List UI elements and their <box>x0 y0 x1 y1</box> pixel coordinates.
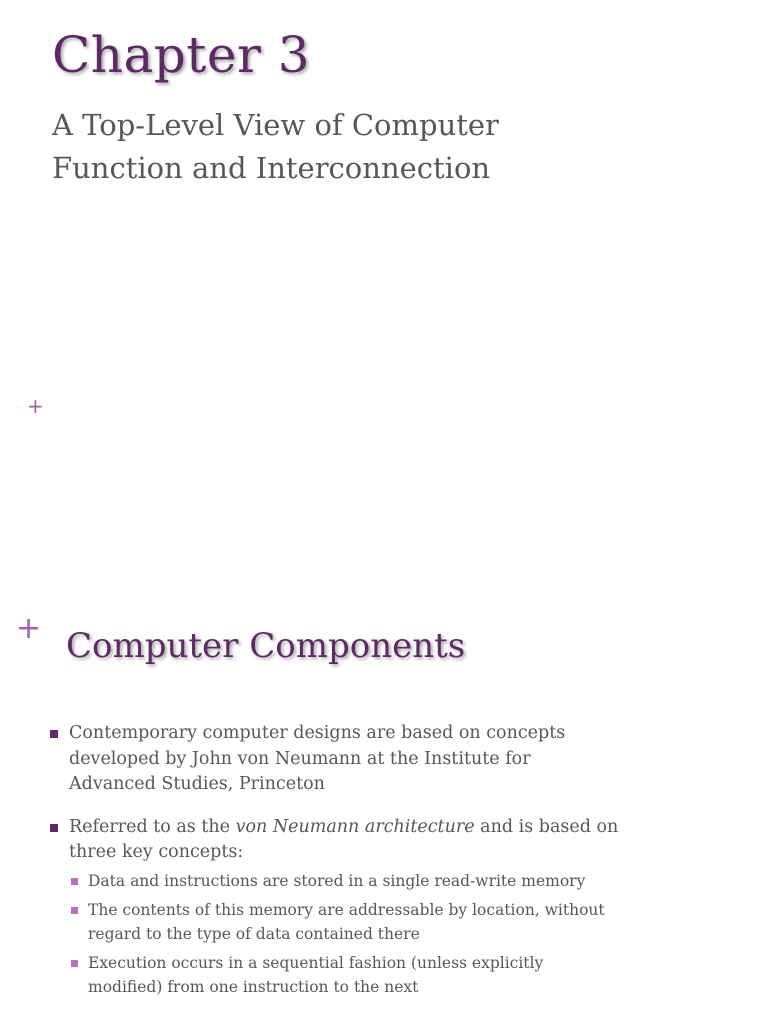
sub-bullet-text: The contents of this memory are addressable by location, without <box>88 900 605 919</box>
sub-bullet-item <box>69 869 690 893</box>
bullet-item <box>50 815 690 999</box>
subtitle-line-2: Function and Interconnection <box>52 151 491 185</box>
slide-computer-components <box>0 512 768 1024</box>
bullet-text-suffix: and is based on <box>474 816 619 837</box>
bullet-text-line: developed by John von Neumann at the Institute for <box>69 748 531 769</box>
sub-bullet-item <box>69 951 690 999</box>
chapter-title: Chapter 3 <box>52 26 311 84</box>
subtitle-line-1: A Top-Level View of Computer <box>52 108 499 142</box>
sub-bullet-text: Data and instructions are stored in a single read-write memory <box>88 871 586 890</box>
plus-decoration-icon: + <box>27 394 44 418</box>
bullet-text-line: Contemporary computer designs are based on concepts <box>69 723 566 743</box>
slide-title: Computer Components <box>66 626 466 666</box>
sub-bullet-text: modified) from one instruction to the next <box>88 977 419 996</box>
bullet-text-emphasis: von Neumann architecture <box>235 816 475 837</box>
bullet-list <box>50 721 690 1016</box>
sub-bullet-text: regard to the type of data contained there <box>88 924 420 943</box>
bullet-item <box>50 721 690 798</box>
bullet-text-line: Advanced Studies, Princeton <box>69 774 325 794</box>
chapter-subtitle <box>52 104 652 190</box>
sub-bullet-item <box>69 898 690 946</box>
sub-bullet-list <box>69 869 690 999</box>
bullet-text-line: three key concepts: <box>69 842 244 862</box>
bullet-text-prefix: Referred to as the <box>69 816 236 837</box>
sub-bullet-text: Execution occurs in a sequential fashion (unless explicitly <box>88 953 544 972</box>
plus-decoration-icon: + <box>16 611 42 646</box>
